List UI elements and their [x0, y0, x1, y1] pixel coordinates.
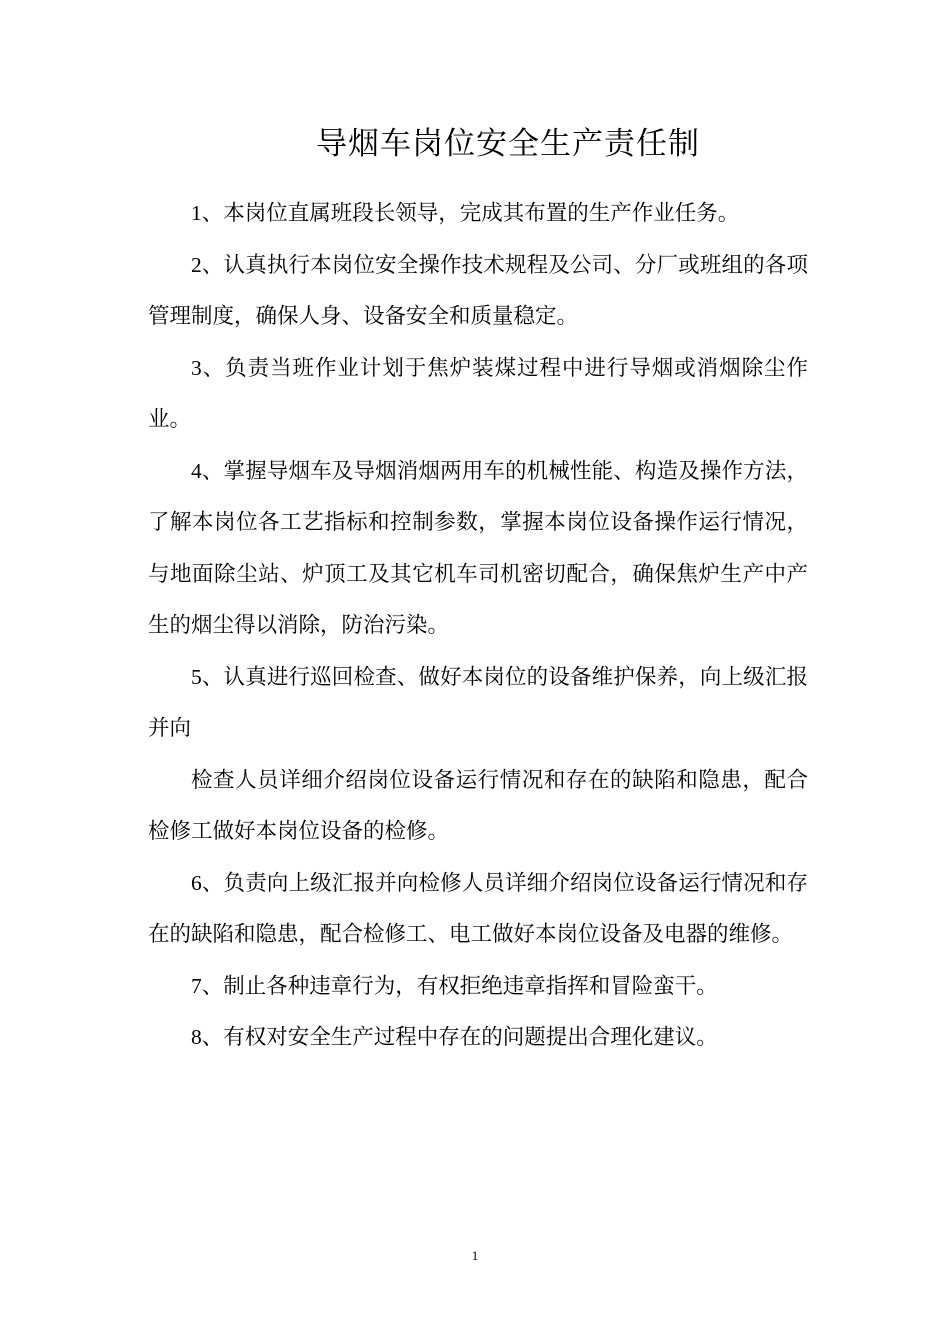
paragraph-number: 1 — [191, 201, 202, 225]
paragraph-2 — [148, 240, 808, 343]
paragraph-text: 检查人员详细介绍岗位设备运行情况和存在的缺陷和隐患，配合检修工做好本岗位设备的检修。 — [148, 767, 808, 844]
document-body — [148, 188, 808, 1064]
paragraph-6 — [148, 858, 808, 961]
paragraph-text: 、掌握导烟车及导烟消烟两用车的机械性能、构造及操作方法，了解本岗位各工艺指标和控制参数，掌握本岗位设备操作运行情况，与地面除尘站、炉顶工及其它机车司机密切配合，确保焦炉生产中产生的烟尘得以消除，防治污染。 — [148, 458, 808, 638]
paragraph-text: 、有权对安全生产过程中存在的问题提出合理化建议。 — [201, 1025, 718, 1050]
paragraph-4 — [148, 446, 808, 652]
paragraph-number: 4 — [191, 458, 202, 483]
paragraph-number: 3 — [191, 355, 202, 380]
paragraph-7 — [148, 961, 808, 1013]
paragraph-5-continued — [148, 755, 808, 858]
paragraph-number: 2 — [191, 252, 202, 277]
paragraph-number: 8 — [191, 1025, 202, 1049]
paragraph-8 — [148, 1012, 808, 1064]
paragraph-5 — [148, 652, 808, 755]
paragraph-text: 、负责向上级汇报并向检修人员详细介绍岗位设备运行情况和存在的缺陷和隐患，配合检修工、电工做好本岗位设备及电器的维修。 — [148, 870, 808, 947]
paragraph-text: 、本岗位直属班段长领导，完成其布置的生产作业任务。 — [201, 201, 740, 226]
paragraph-1 — [148, 188, 808, 240]
paragraph-number: 6 — [191, 870, 202, 895]
paragraph-3 — [148, 343, 808, 446]
paragraph-text: 、认真进行巡回检查、做好本岗位的设备维护保养，向上级汇报并向 — [148, 664, 808, 741]
paragraph-text: 、负责当班作业计划于焦炉装煤过程中进行导烟或消烟除尘作业。 — [148, 355, 808, 432]
paragraph-number: 7 — [191, 973, 202, 998]
paragraph-text: 、制止各种违章行为，有权拒绝违章指挥和冒险蛮干。 — [201, 973, 718, 999]
paragraph-number: 5 — [191, 664, 202, 689]
document-title: 导烟车岗位安全生产责任制 — [316, 126, 700, 162]
page-number: 1 — [471, 1248, 479, 1263]
paragraph-text: 、认真执行本岗位安全操作技术规程及公司、分厂或班组的各项管理制度，确保人身、设备安全和质量稳定。 — [148, 252, 808, 329]
